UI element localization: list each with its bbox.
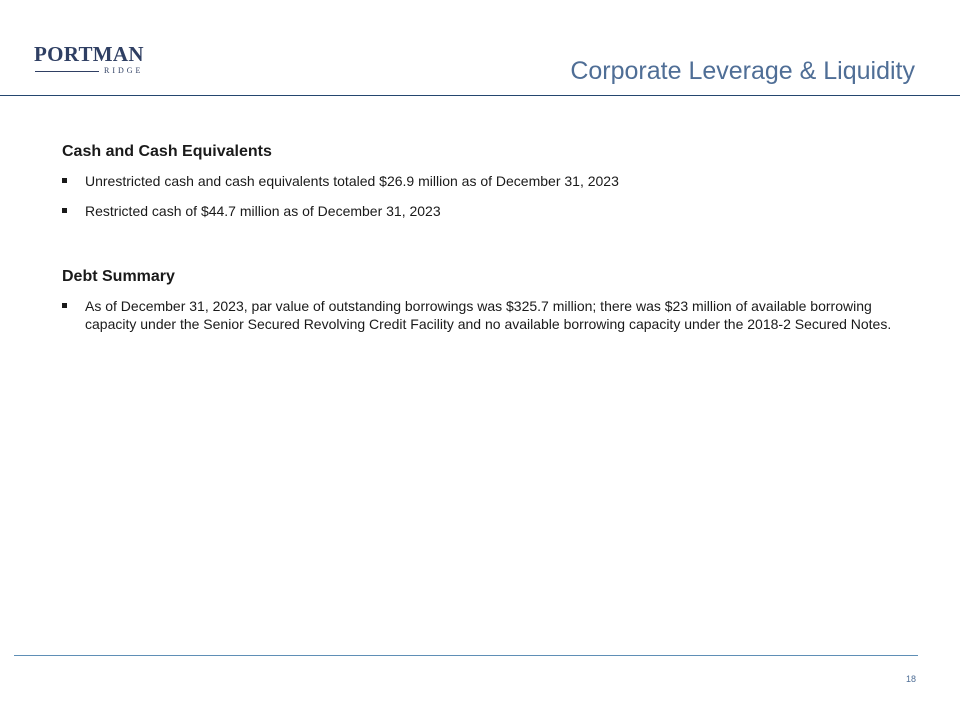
page-number: 18 bbox=[905, 674, 916, 684]
square-bullet-icon bbox=[62, 303, 67, 308]
cash-section bbox=[62, 141, 912, 220]
cash-heading: Cash and Cash Equivalents bbox=[62, 143, 272, 160]
footer-divider bbox=[14, 655, 918, 656]
portman-ridge-logo bbox=[34, 43, 148, 79]
cash-bullet-restricted bbox=[62, 202, 912, 220]
bullet-text: Restricted cash of $44.7 million as of December 31, 2023 bbox=[85, 203, 441, 219]
square-bullet-icon bbox=[62, 208, 67, 213]
slide-content bbox=[62, 141, 912, 345]
section-spacer bbox=[62, 232, 912, 266]
cash-bullet-list bbox=[62, 172, 912, 220]
logo-wordmark: PORTMAN bbox=[34, 42, 144, 66]
logo-subwordmark: RIDGE bbox=[104, 66, 144, 75]
debt-bullet-borrowings bbox=[62, 297, 912, 333]
debt-heading: Debt Summary bbox=[62, 268, 175, 285]
page-title: Corporate Leverage & Liquidity bbox=[570, 57, 915, 85]
cash-bullet-unrestricted bbox=[62, 172, 912, 190]
debt-section bbox=[62, 266, 912, 333]
header-divider bbox=[0, 95, 960, 96]
debt-bullet-list bbox=[62, 297, 912, 333]
square-bullet-icon bbox=[62, 178, 67, 183]
bullet-text: As of December 31, 2023, par value of outstanding borrowings was $325.7 million; there was $23 million of available borrowing capacity under the Senior Secured Revolving Credit Facility and no available borrowing capacity under the 2018-2 Secured Notes. bbox=[85, 298, 892, 332]
logo-divider bbox=[35, 71, 99, 72]
bullet-text: Unrestricted cash and cash equivalents totaled $26.9 million as of December 31, 2023 bbox=[85, 173, 619, 189]
